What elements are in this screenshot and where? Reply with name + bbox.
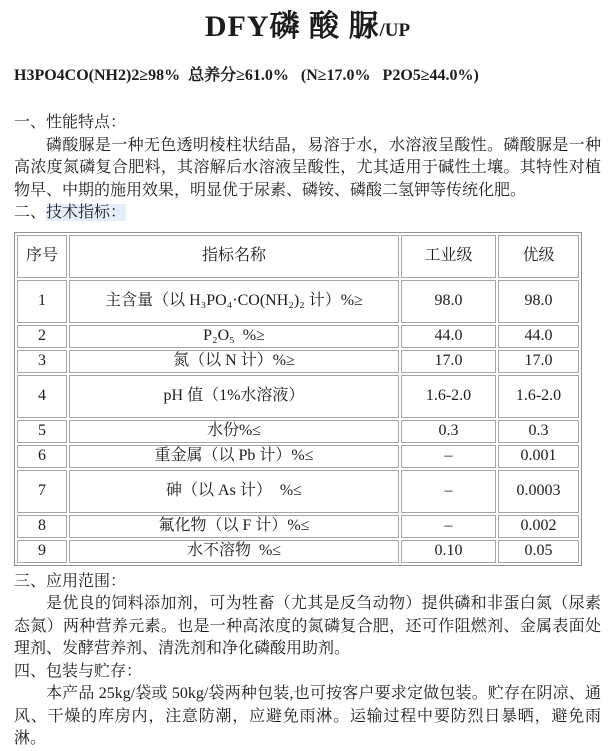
- table-header-row: [17, 235, 579, 278]
- row-indicator-name: 氮（以 N 计）%≥: [69, 350, 399, 373]
- row-industrial-grade-value: –: [401, 470, 496, 513]
- section-heading-specs: [14, 202, 601, 225]
- specs-heading-text: 技术指标：: [46, 204, 127, 221]
- row-industrial-grade-value: –: [401, 515, 496, 538]
- table-row: [17, 350, 579, 373]
- row-indicator-name: P₂O₅ %≥: [69, 325, 399, 348]
- row-indicator-name: 氟化物（以 F 计）%≤: [69, 515, 399, 538]
- row-premium-grade-value: 0.002: [498, 515, 579, 538]
- row-industrial-grade-value: 0.10: [401, 540, 496, 563]
- specs-heading-prefix: 二、: [14, 204, 47, 221]
- row-no: 5: [17, 420, 67, 443]
- table-row: [17, 420, 579, 443]
- col-header-no: 序号: [17, 235, 67, 278]
- row-no: 9: [17, 540, 67, 563]
- row-premium-grade-value: 1.6-2.0: [498, 375, 579, 418]
- col-header-industrial: 工业级: [401, 235, 496, 278]
- table-row: [17, 470, 579, 513]
- row-premium-grade-value: 0.001: [498, 445, 579, 468]
- row-premium-grade-value: 0.0003: [498, 470, 579, 513]
- page-title: [14, 6, 601, 50]
- title-main: DFY磷 酸 脲: [204, 10, 380, 43]
- row-no: 3: [17, 350, 67, 373]
- table-row: [17, 375, 579, 418]
- row-no: 6: [17, 445, 67, 468]
- row-indicator-name: 水份%≤: [69, 420, 399, 443]
- table-row: [17, 280, 579, 323]
- table-row: [17, 515, 579, 538]
- table-row: [17, 325, 579, 348]
- row-industrial-grade-value: 44.0: [401, 325, 496, 348]
- table-row: [17, 540, 579, 563]
- row-industrial-grade-value: 0.3: [401, 420, 496, 443]
- title-suffix: /UP: [379, 20, 411, 41]
- col-header-name: 指标名称: [69, 235, 399, 278]
- row-indicator-name: 重金属（以 Pb 计）%≤: [69, 445, 399, 468]
- section-heading-application: 三、应用范围：: [14, 572, 127, 590]
- row-premium-grade-value: 0.05: [498, 540, 579, 563]
- spec-table: [14, 232, 582, 566]
- row-no: 7: [17, 470, 67, 513]
- col-header-premium: 优级: [498, 235, 579, 278]
- row-indicator-name: 主含量（以 H₃PO₄·CO(NH₂)₂ 计）%≥: [69, 280, 399, 323]
- row-premium-grade-value: 0.3: [498, 420, 579, 443]
- row-indicator-name: 砷（以 As 计） %≤: [69, 470, 399, 513]
- row-indicator-name: 水不溶物 %≤: [69, 540, 399, 563]
- row-industrial-grade-value: 17.0: [401, 350, 496, 373]
- row-premium-grade-value: 44.0: [498, 325, 579, 348]
- row-industrial-grade-value: 1.6-2.0: [401, 375, 496, 418]
- row-premium-grade-value: 17.0: [498, 350, 579, 373]
- row-industrial-grade-value: 98.0: [401, 280, 496, 323]
- row-indicator-name: pH 值（1%水溶液）: [69, 375, 399, 418]
- table-row: [17, 445, 579, 468]
- spec-table-body: [17, 280, 579, 563]
- row-no: 2: [17, 325, 67, 348]
- row-no: 8: [17, 515, 67, 538]
- section-heading-performance: 一、性能特点：: [14, 114, 127, 131]
- section-heading-packaging: 四、包装与贮存：: [14, 662, 143, 680]
- row-no: 1: [17, 280, 67, 323]
- row-premium-grade-value: 98.0: [498, 280, 579, 323]
- row-industrial-grade-value: –: [401, 445, 496, 468]
- performance-paragraph: 磷酸脲是一种无色透明棱柱状结晶，易溶于水，水溶液呈酸性。磷酸脲是一种高浓度氮磷复合肥料，其溶解后水溶液呈酸性，尤其适用于碱性土壤。其特性对植物早、中期的施用效果，明显优于尿素、磷铵、磷酸二氢钾等传统化肥。: [14, 136, 601, 199]
- packaging-paragraph: 本产品 25kg/袋或 50kg/袋两种包装,也可按客户要求定做包装。贮存在阴凉、通风、干燥的库房内，注意防潮，应避免雨淋。运输过程中要防烈日暴晒，避免雨淋。: [14, 685, 601, 747]
- application-paragraph: 是优良的饲料添加剂，可为牲畜（尤其是反刍动物）提供磷和非蛋白氮（尿素态氮）两种营养元素。也是一种高浓度的氮磷复合肥，还可作阻燃剂、金属表面处理剂、发酵营养剂、清洗剂和净化磷酸用助剂。: [14, 595, 601, 657]
- chemical-spec-line: H3PO4CO(NH2)2≥98% 总养分≥61.0% (N≥17.0% P2O5≥44.0%): [14, 67, 479, 84]
- row-no: 4: [17, 375, 67, 418]
